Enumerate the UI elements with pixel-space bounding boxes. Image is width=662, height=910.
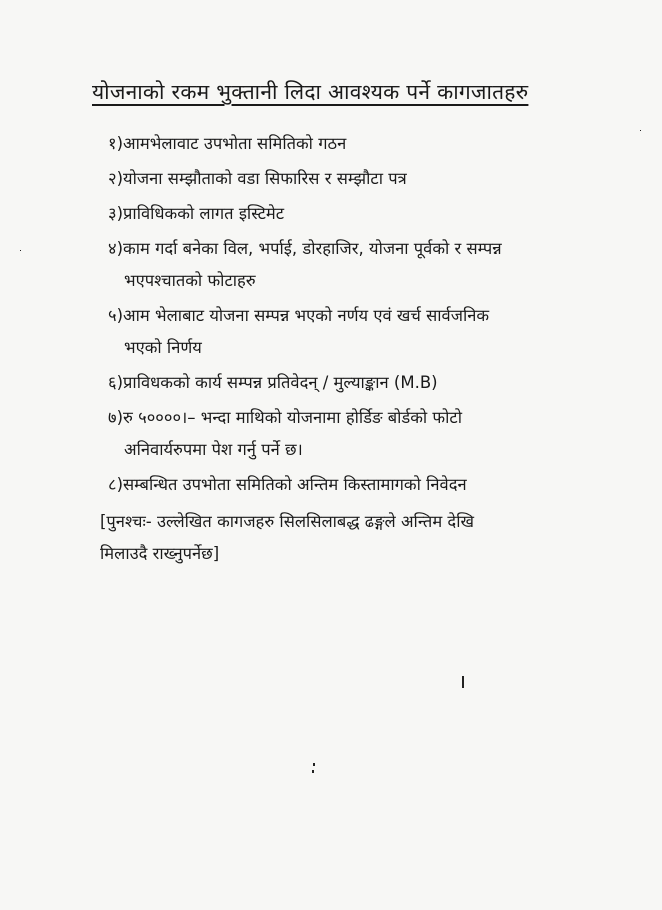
item-text: काम गर्दा बनेका विल, भर्पाई, डोरहाजिर, योजना पूर्वको र सम्पन्न [123,239,502,258]
item-text: सम्बन्धित उपभोता समितिको अन्तिम किस्तामागको निवेदन [123,475,467,494]
scan-mark [20,250,21,251]
item-text-continued: अनिवार्यरुपमा पेश गर्नु पर्ने छ। [124,440,303,459]
item-number: २) [108,169,124,188]
scan-mark [312,770,314,773]
note-line: [पुनश्चः- उल्लेखित कागजहरु सिलसिलाबद्ध ढङ्गले अन्तिम देखि [100,512,474,531]
item-number: ७) [108,408,124,427]
item-number: ४) [108,239,124,258]
item-number: ५) [108,306,124,325]
item-text: योजना सम्झौताको वडा सिफारिस र सम्झौटा पत्र [123,169,407,188]
requirements-list [108,128,568,504]
item-text: आमभेलावाट उपभोता समितिको गठन [123,134,347,153]
postscript-note [100,506,570,570]
item-number: ३) [108,204,124,223]
list-item [108,233,568,297]
item-text: प्राविधकको कार्य सम्पन्न प्रतिवेदन् / मुल्याङ्कान (M.B) [123,373,438,392]
scan-mark [640,130,641,131]
item-text: आम भेलाबाट योजना सम्पन्न भएको नर्णय एवं खर्च सार्वजनिक [123,306,490,325]
item-text: प्राविधिकको लागत इस्टिमेट [123,204,285,223]
note-line: मिलाउदै राख्नुपर्नेछ] [100,544,220,563]
item-text-continued: भएपश्चातको फोटाहरु [124,271,256,290]
list-item [108,367,568,399]
item-text: रु ५००००।– भन्दा माथिको योजनामा होर्डिङ बोर्डको फोटो [123,408,463,427]
item-number: ६) [108,373,124,392]
list-item [108,198,568,230]
document-title: योजनाको रकम भुक्तानी लिदा आवश्यक पर्ने कागजातहरु [92,80,529,104]
item-number: १) [108,134,124,153]
item-number: ८) [108,475,124,494]
list-item [108,402,568,466]
list-item [108,163,568,195]
scan-mark [313,763,315,766]
list-item [108,469,568,501]
list-item [108,300,568,364]
scan-mark [462,676,464,688]
list-item [108,128,568,160]
item-text-continued: भएको निर्णय [124,338,202,357]
